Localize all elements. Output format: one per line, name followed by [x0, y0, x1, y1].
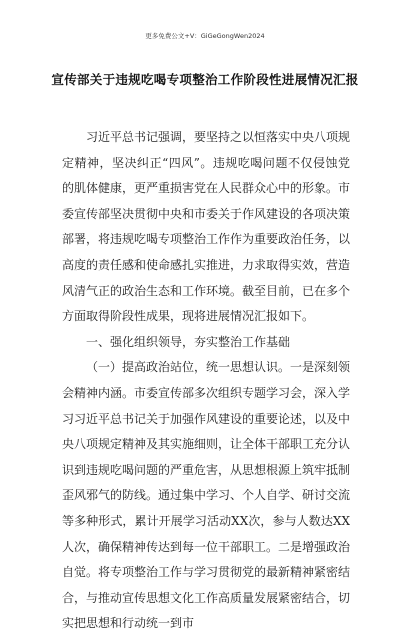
intro-paragraph: 习近平总书记强调，要坚持之以恒落实中央八项规定精神，坚决纠正“四风”。违规吃喝问题不仅侵蚀党的肌体健康，更严重损害党在人民群众心中的形象。市委宣传部坚决贯彻中央和市委关于作风建设的各项决策部署，将违规吃喝专项整治工作作为重要政治任务，以高度的责任感和使命感扎实推进，力求取得实效，营造风清气正的政治生态和工作环境。截至目前，已在多个方面取得阶段性成果，现将进展情况汇报如下。 — [62, 130, 351, 324]
header-note: 更多免费公文+V：GiGeGongWen2024 — [145, 32, 265, 40]
section-heading: 一、强化组织领导，夯实整治工作基础 — [86, 334, 291, 349]
document-body — [62, 125, 350, 637]
body-paragraph: （一）提高政治站位，统一思想认识。一是深刻领会精神内涵。市委宣传部多次组织专题学习会，深入学习习近平总书记关于加强作风建设的重要论述，以及中央八项规定精神及其实施细则，让全体干部职工充分认识到违规吃喝问题的严重危害，从思想根源上筑牢抵制歪风邪气的防线。通过集中学习、个人自学、研讨交流等多种形式，累计开展学习活动XX次，参与人数达XX人次，确保精神传达到每一位干部职工。二是增强政治自觉。将专项整治工作与学习贯彻党的最新精神紧密结合，与推动宣传思想文化工作高质量发展紧密结合，切实把思想和行动统一到市 — [62, 360, 351, 631]
document-title: 宣传部关于违规吃喝专项整治工作阶段性进展情况汇报 — [51, 72, 359, 87]
